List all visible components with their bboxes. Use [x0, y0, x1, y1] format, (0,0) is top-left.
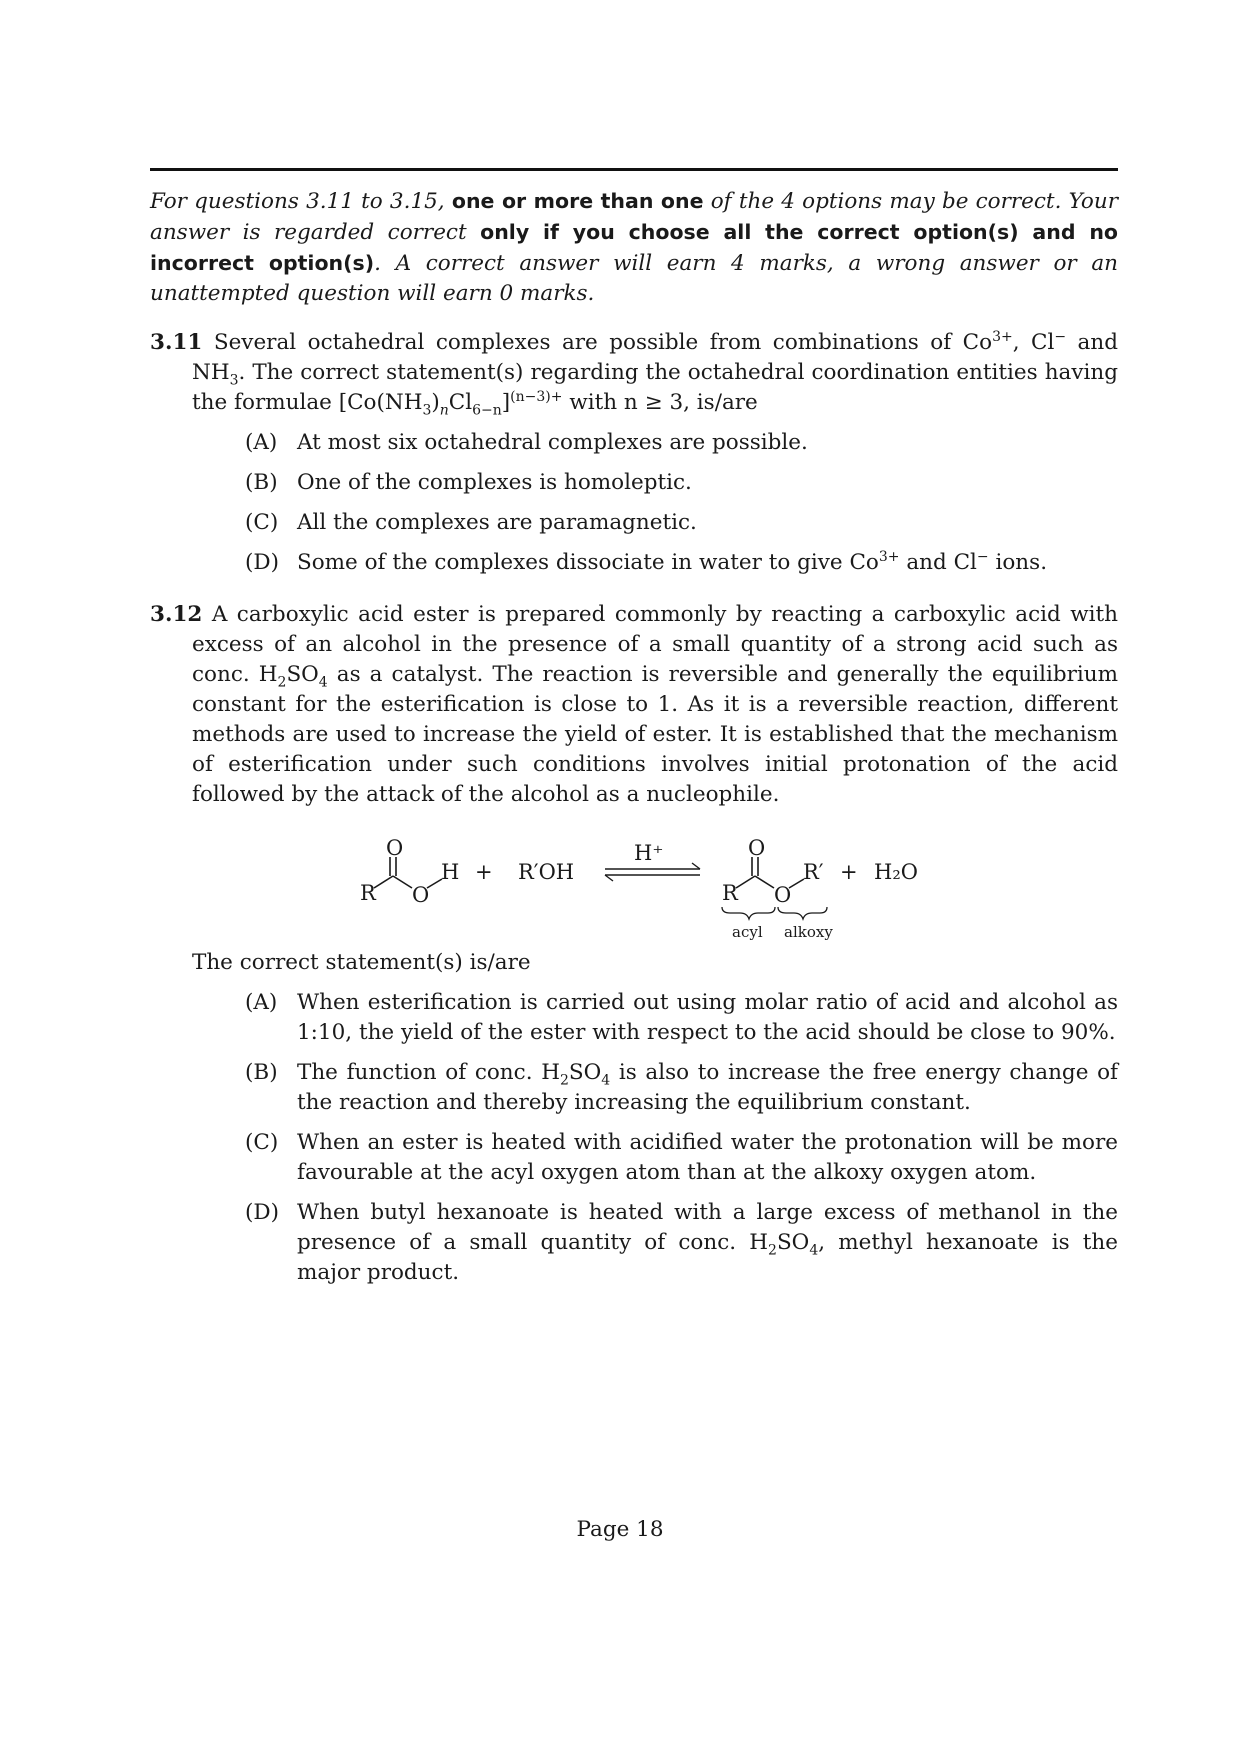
q312-sub: 4: [318, 674, 328, 691]
option-text-part: The function of conc. H: [297, 1060, 560, 1085]
scheme-oa: O: [412, 883, 430, 907]
option-label: (C): [245, 510, 279, 535]
q312-option-d[interactable]: [245, 1198, 1118, 1288]
option-sub: 4: [809, 1242, 819, 1259]
option-text: All the complexes are paramagnetic.: [297, 510, 697, 535]
instructions: [150, 186, 1118, 309]
option-text-part: Some of the complexes dissociate in water to give Co: [297, 550, 879, 575]
q311-text: with n ≥ 3, is/are: [562, 390, 758, 415]
option-text: [297, 1058, 1118, 1118]
option-text-part: and Cl: [899, 550, 977, 575]
question-3-11: [150, 328, 1118, 418]
q312-text: A carboxylic acid ester is prepared commonly by reacting a carboxylic acid with excess of an alcohol in the presence of a small quantity of a strong acid such as conc. H: [192, 602, 1118, 687]
q311-text: Several octahedral complexes are possible from combinations of Co: [202, 330, 993, 355]
q311-sub: 3: [422, 402, 432, 419]
question-3-12: [150, 600, 1118, 810]
option-text: [297, 1198, 1118, 1288]
scheme-plus-2: +: [840, 860, 858, 884]
scheme-plus-1: +: [475, 860, 493, 884]
scheme-water: H₂O: [874, 860, 918, 884]
q311-option-d[interactable]: [245, 548, 1118, 578]
option-text: When an ester is heated with acidified water the protonation will be more favourable at the acyl oxygen atom than at the alkoxy oxygen atom.: [297, 1130, 1118, 1185]
option-text-part: , methyl hexanoate is the major product.: [297, 1230, 1119, 1285]
reaction-diagram: [360, 835, 960, 950]
q311-option-a[interactable]: [245, 428, 1118, 458]
q312-option-c[interactable]: [245, 1128, 1118, 1188]
q311-text: , Cl: [1012, 330, 1055, 355]
scheme-o2: O: [748, 836, 766, 860]
q311-sub: 3: [229, 372, 239, 389]
option-text-part: When butyl hexanoate is heated with a large excess of methanol in the presence of a small quantity of conc. H: [297, 1200, 1118, 1255]
q311-text: ): [431, 390, 440, 415]
page-number: Page 18: [576, 1517, 664, 1542]
q311-sup: 3+: [992, 328, 1013, 345]
option-text: One of the complexes is homoleptic.: [297, 470, 692, 495]
q311-sub: n: [439, 402, 449, 419]
q311-text: . The correct statement(s) regarding the octahedral coordination entities having the formulae [Co(NH: [192, 360, 1118, 415]
scheme-o1: O: [386, 836, 404, 860]
scheme-h: H: [441, 860, 460, 884]
q311-text: ]: [501, 390, 511, 415]
q311-option-c[interactable]: [245, 508, 1118, 538]
scheme-ob: O: [774, 883, 792, 907]
instr-part-3: . A correct answer will earn 4 marks, a wrong answer or an unattempted question will earn 0 marks.: [150, 251, 1119, 306]
q311-sup: (n−3)+: [510, 388, 563, 405]
option-label: (D): [245, 1200, 280, 1225]
option-text: When esterification is carried out using molar ratio of acid and alcohol as 1:10, the yield of the ester with respect to the acid should be close to 90%.: [297, 990, 1118, 1045]
scheme-r2: R: [722, 881, 738, 905]
q312-sub: 2: [277, 674, 287, 691]
instr-bold-1: one or more than one: [451, 189, 704, 213]
q312-text: as a catalyst. The reaction is reversible and generally the equilibrium constant for the esterification is close to 1. As it is a reversible reaction, different methods are used to increase the yield of ester. It is established that the mechanism of esterification under such conditions involves initial protonation of the acid followed by the attack of the alcohol as a nucleophile.: [192, 662, 1119, 807]
option-label: (B): [245, 1060, 278, 1085]
option-label: (C): [245, 1130, 279, 1155]
top-rule: [150, 168, 1118, 171]
instr-part-2: of the 4 options may be correct. Your answer is regarded correct: [150, 189, 1119, 245]
option-label: (B): [245, 470, 278, 495]
scheme-rprime: R′: [803, 860, 824, 884]
option-text-part: ions.: [988, 550, 1048, 575]
q312-option-b[interactable]: [245, 1058, 1118, 1118]
esterification-scheme: [360, 835, 960, 950]
q311-sub: 6−n: [472, 402, 502, 419]
option-sup: −: [976, 548, 989, 565]
q312-lead-text: The correct statement(s) is/are: [192, 950, 531, 975]
q311-text: and NH: [192, 330, 1118, 385]
q311-sup: −: [1054, 328, 1067, 345]
instr-part-1: For questions 3.11 to 3.15,: [150, 189, 452, 214]
q312-lead: [192, 948, 1118, 978]
instr-bold-2: only if you choose all the correct option(s) and no incorrect option(s): [150, 220, 1118, 275]
scheme-acyl-label: acyl: [732, 923, 763, 941]
scheme-r1: R: [360, 881, 376, 905]
option-text-part: SO: [568, 1060, 602, 1085]
question-number: 3.11: [150, 330, 203, 355]
option-text-part: is also to increase the free energy change of the reaction and thereby increasing the equilibrium constant.: [297, 1060, 1118, 1115]
q312-option-a[interactable]: [245, 988, 1118, 1048]
scheme-alcohol: R′OH: [518, 860, 575, 884]
scheme-alkoxy-label: alkoxy: [784, 923, 833, 941]
question-number: 3.12: [150, 602, 203, 627]
option-sup: 3+: [878, 548, 900, 565]
option-text-part: SO: [776, 1230, 810, 1255]
scheme-catalyst: H⁺: [634, 841, 664, 865]
option-label: (A): [245, 430, 278, 455]
option-label: (D): [245, 550, 280, 575]
option-sub: 4: [601, 1072, 611, 1089]
option-label: (A): [245, 990, 278, 1015]
option-sub: 2: [559, 1072, 569, 1089]
option-text: [297, 548, 1118, 578]
option-sub: 2: [768, 1242, 777, 1259]
q311-text: Cl: [448, 390, 473, 415]
option-text: At most six octahedral complexes are possible.: [297, 430, 808, 455]
q312-text: SO: [286, 662, 319, 687]
q311-option-b[interactable]: [245, 468, 1118, 498]
